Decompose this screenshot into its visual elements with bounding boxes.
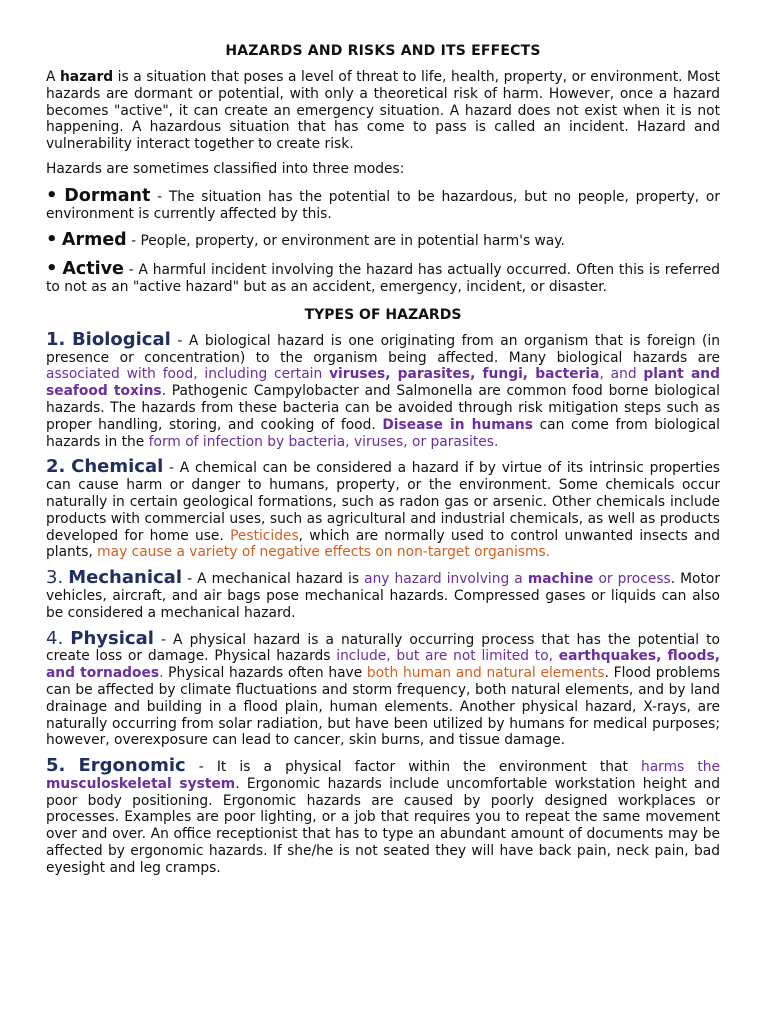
types-title: TYPES OF HAZARDS	[304, 306, 462, 323]
mode-active	[46, 258, 720, 296]
highlight-bold: musculoskeletal system	[46, 775, 236, 792]
highlight-text: both human and natural elements	[366, 665, 605, 682]
hazard-text: can come from biological hazards in the	[46, 416, 721, 450]
mode-armed	[46, 229, 720, 251]
highlight-text: include, but are not limited to,	[336, 648, 559, 665]
hazard-text: , which are normally used to control unwanted insects and plants,	[46, 527, 720, 561]
hazard-name: Biological	[71, 328, 171, 350]
hazard-mechanical	[46, 567, 721, 621]
document-page	[46, 42, 720, 877]
intro-paragraph	[46, 69, 720, 153]
mode-text: - People, property, or environment are in potential harm's way.	[126, 233, 565, 250]
hazard-number: 5.	[46, 755, 66, 777]
highlight-text: , and	[599, 366, 644, 383]
hazard-biological	[46, 328, 721, 451]
highlight-text: may cause a variety of negative effects on non-target organisms.	[97, 544, 551, 561]
hazard-text: - A physical hazard is a naturally occurring process that has the potential to create loss or damage. Physical hazards	[46, 631, 720, 665]
highlight-bold: earthquakes, floods, and tornadoes	[46, 648, 720, 682]
hazard-text: Physical hazards often have	[163, 665, 367, 682]
highlight-bold: Disease in humans	[382, 416, 533, 433]
highlight-text: .	[159, 665, 164, 682]
hazard-ergonomic	[46, 755, 721, 877]
hazard-number: 1.	[46, 328, 66, 350]
highlight-bold: viruses, parasites, fungi, bacteria	[329, 366, 600, 383]
hazard-number: 2.	[46, 456, 66, 478]
mode-name: Dormant	[64, 185, 151, 206]
mode-name: Armed	[61, 230, 127, 251]
mode-text: - The situation has the potential to be hazardous, but no people, property, or environment is currently affected by this.	[46, 188, 721, 222]
hazard-text: - A mechanical hazard is	[182, 571, 365, 588]
hazard-text: . Motor vehicles, aircraft, and air bags pose mechanical hazards. Compressed gases or liquids can also be considered a mechanical hazard.	[46, 571, 721, 621]
highlight-text: or process	[593, 571, 671, 588]
intro-text: is a situation that poses a level of threat to life, health, property, or environment. Most hazards are dormant or potential, with only a theoretical risk of harm. However, once a hazard becomes "active", it can create an emergency situation. A hazard does not exist when it is not happening. A hazardous situation that has come to pass is called an incident. Hazard and vulnerability interact together to create risk.	[46, 69, 720, 153]
highlight-bold: machine	[527, 571, 594, 588]
hazard-text: . Flood problems can be affected by climate fluctuations and storm frequency, both natural elements, and by land drainage and building in a flood plain, human elements. Another physical hazard, X-rays, are naturally occurring from solar radiation, but have been utilized by humans for medical purposes; however, overexposure can lead to cancer, skin burns, and tissue damage.	[46, 665, 721, 749]
mode-text: - A harmful incident involving the hazard has actually occurred. Often this is referred to not as an "active hazard" but as an accident, emergency, incident, or disaster.	[46, 262, 720, 295]
highlight-text: Pesticides	[230, 527, 299, 544]
bullet-icon: •	[46, 184, 58, 206]
bullet-icon: •	[46, 258, 58, 280]
hazard-text: - A biological hazard is one originating from an organism that is foreign (in presence or concentration) to the organism being affected. Many biological hazards are	[46, 332, 721, 366]
document-title: HAZARDS AND RISKS AND ITS EFFECTS	[225, 43, 541, 59]
hazard-name: Chemical	[71, 456, 164, 478]
intro-a: A	[46, 69, 60, 85]
hazard-name: Mechanical	[68, 567, 182, 589]
hazard-term: hazard	[59, 69, 114, 85]
hazard-number: 3.	[46, 567, 64, 589]
hazard-physical	[46, 627, 721, 750]
mode-dormant	[46, 184, 721, 223]
hazard-name: Physical	[70, 627, 154, 649]
hazard-chemical	[46, 456, 720, 561]
mode-name: Active	[62, 259, 124, 280]
hazard-number: 4.	[46, 627, 64, 649]
hazard-text: - It is a physical factor within the environment that	[185, 759, 641, 776]
hazard-name: Ergonomic	[78, 755, 186, 777]
bullet-icon: •	[46, 229, 58, 251]
highlight-text: associated with food, including certain	[46, 366, 330, 383]
hazard-text: . Pathogenic Campylobacter and Salmonella are common food borne biological hazards. The hazards from these bacteria can be avoided through risk mitigation steps such as proper handling, storing, and cooking of food.	[46, 383, 720, 433]
highlight-text: harms the	[640, 759, 720, 776]
highlight-bold: plant and seafood toxins	[46, 366, 720, 400]
modes-intro: Hazards are sometimes classified into three modes:	[46, 160, 405, 177]
hazard-text: . Ergonomic hazards include uncomfortable workstation height and poor body positioning. Ergonomic hazards are caused by poorly designed workplaces or processes. Examples are poor lighting, or a job that requires you to repeat the same movement over and over. An office receptionist that has to type an abundant amount of documents may be affected by ergonomic hazards. If she/he is not seated they will have back pain, neck pain, bad eyesight and leg cramps.	[46, 775, 721, 876]
highlight-text: form of infection by bacteria, viruses, or parasites.	[148, 433, 499, 450]
highlight-text: any hazard involving a	[364, 571, 528, 588]
hazard-text: - A chemical can be considered a hazard if by virtue of its intrinsic properties can cause harm or danger to humans, property, or the environment. Some chemicals occur naturally in certain geological formations, such as radon gas or arsenic. Other chemicals include products with commercial uses, such as agricultural and industrial chemicals, as well as products developed for home use.	[46, 460, 720, 544]
